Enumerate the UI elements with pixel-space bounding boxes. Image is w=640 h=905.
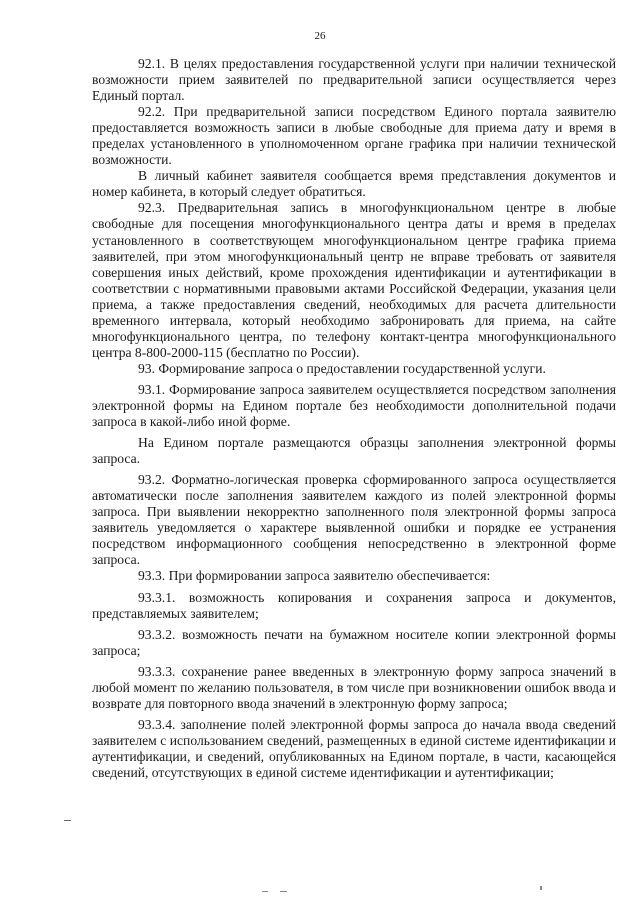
paragraph-93-3-4: 93.3.4. заполнение полей электронной формы запроса до начала ввода сведений заявителем с использованием сведений, размещенных в единой системе идентификации и аутентификации, и сведений, опубликованных на Едином портале, в части, касающейся сведений, отсутствующих в единой системе идентификации и аутентификации;: [92, 716, 616, 780]
paragraph-93-1: 93.1. Формирование запроса заявителем осуществляется посредством заполнения электронной формы на Едином портале без необходимости дополнительной подачи запроса в какой-либо иной форме.: [92, 381, 616, 430]
paragraph-93-3-2: 93.3.2. возможность печати на бумажном носителе копии электронной формы запроса;: [92, 626, 616, 658]
paragraph-92-1: 92.1. В целях предоставления государственной услуги при наличии технической возможности прием заявителей по предварительной записи осуществляется через Единый портал.: [92, 56, 616, 104]
footer-mark: [540, 886, 542, 890]
document-body: [92, 56, 616, 781]
paragraph-personal-cabinet: В личный кабинет заявителя сообщается время представления документов и номер кабинета, в который следует обратиться.: [92, 168, 616, 200]
page-number: 26: [314, 30, 326, 42]
paragraph-93-2: 93.2. Форматно-логическая проверка сформированного запроса осуществляется автоматически после заполнения заявителем каждого из полей электронной формы запроса. При выявлении некорректно заполненного поля электронной формы запроса заявитель уведомляется о характере выявленной ошибки и порядке ее устранения посредством информационного сообщения непосредственно в электронной форме запроса.: [92, 472, 616, 568]
footer-mark: [262, 891, 268, 892]
paragraph-93-3-1: 93.3.1. возможность копирования и сохранения запроса и документов, представляемых заявителем;: [92, 589, 616, 621]
paragraph-samples: На Едином портале размещаются образцы заполнения электронной формы запроса.: [92, 435, 616, 467]
paragraph-92-2: 92.2. При предварительной записи посредством Единого портала заявителю предоставляется возможность записи в любые свободные для приема дату и время в пределах установленного в уполномоченном органе графика при наличии технической возможности.: [92, 104, 616, 168]
paragraph-93-3-3: 93.3.3. сохранение ранее введенных в электронную форму запроса значений в любой момент по желанию пользователя, в том числе при возникновении ошибок ввода и возврате для повторного ввода значений в электронную форму запроса;: [92, 663, 616, 711]
footer-mark: [280, 891, 287, 892]
margin-mark: [64, 820, 71, 821]
paragraph-93-3: 93.3. При формировании запроса заявителю обеспечивается:: [138, 568, 491, 584]
paragraph-92-3: 92.3. Предварительная запись в многофункциональном центре в любые свободные для посещения многофункционального центра даты и время в пределах установленного в соответствующем многофункциональном центре графика приема заявителей, при этом многофункциональный центр не вправе требовать от заявителя совершения иных действий, кроме прохождения идентификации и аутентификации в соответствии с нормативными правовыми актами Российской Федерации, указания цели приема, а также предоставления сведений, необходимых для расчета длительности временного интервала, который необходимо забронировать для приема, на сайте многофункционального центра, по телефону контакт-центра многофункционального центра 8-800-2000-115 (бесплатно по России).: [92, 200, 616, 360]
paragraph-93: 93. Формирование запроса о предоставлении государственной услуги.: [138, 360, 546, 376]
